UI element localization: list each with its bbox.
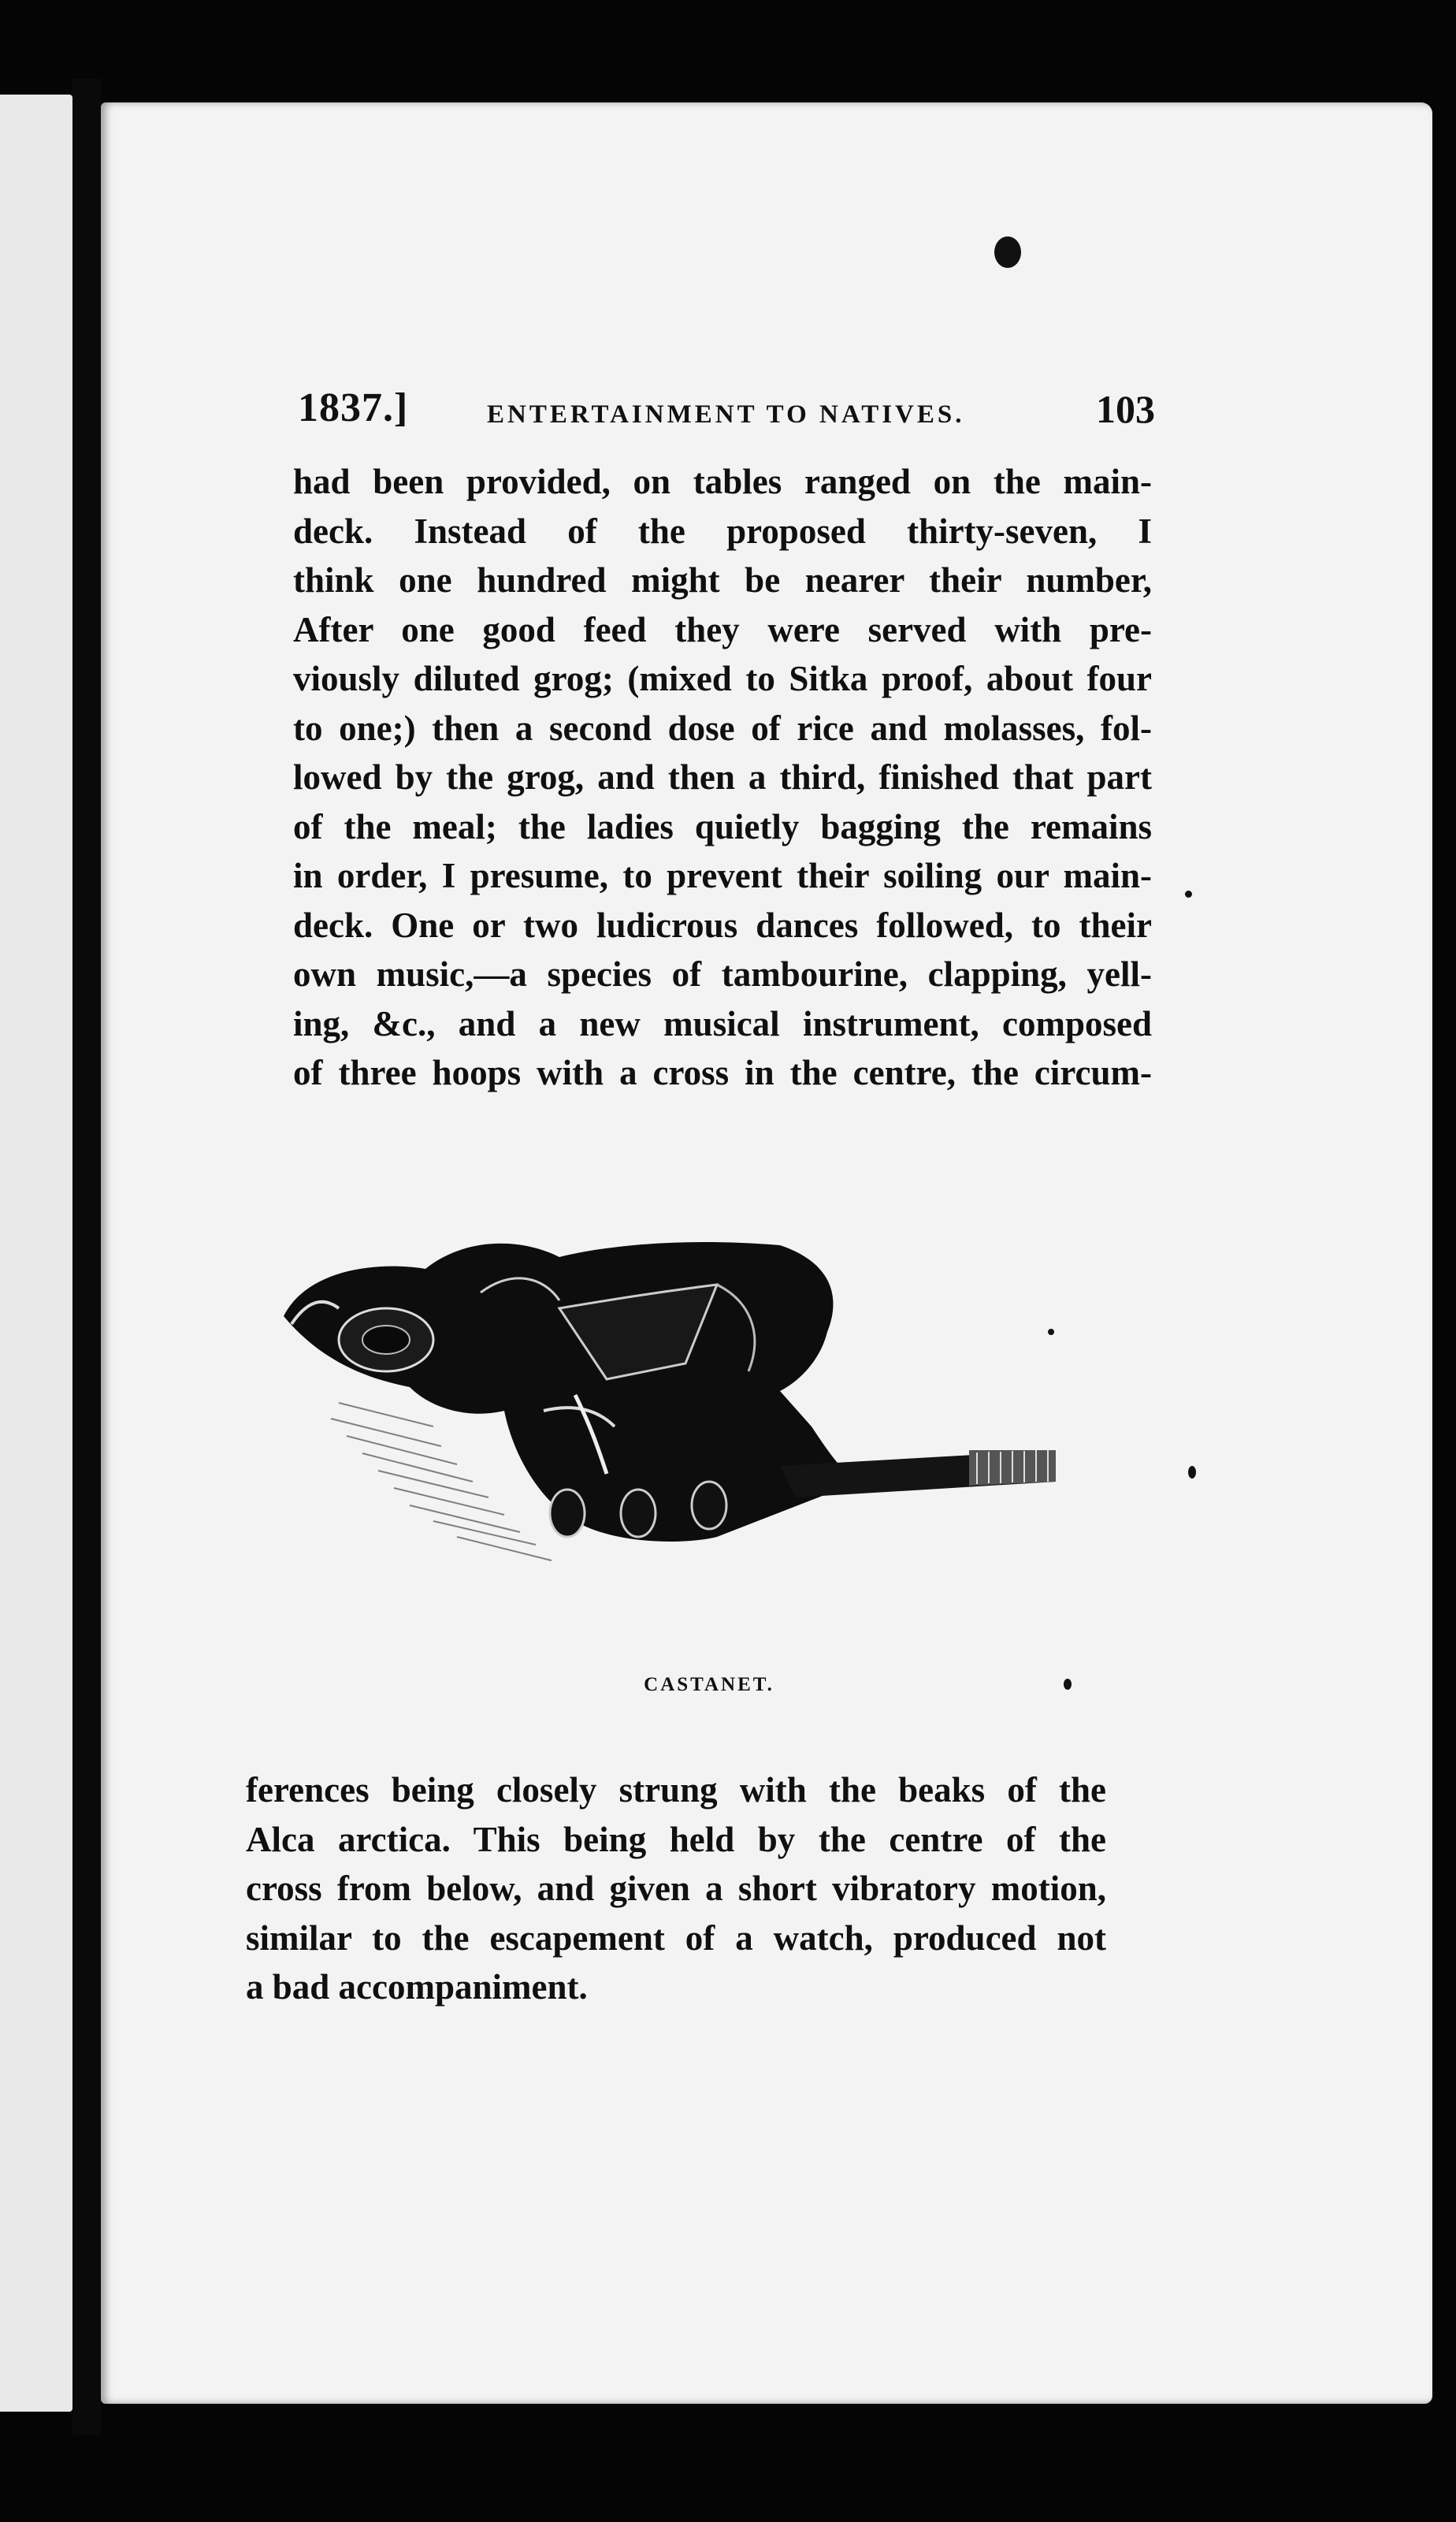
figure-caption: CASTANET.: [644, 1674, 774, 1695]
text-line: to one;) then a second dose of rice and molasses, fol-: [293, 708, 1152, 748]
scan-speck: [1185, 891, 1192, 898]
text-line: of the meal; the ladies quietly bagging the remains: [293, 806, 1152, 846]
scan-speck: [994, 236, 1021, 268]
text-line: a bad accompaniment.: [246, 1967, 588, 2007]
text-line: lowed by the grog, and then a third, finished that part: [293, 757, 1152, 797]
binding-gutter: [72, 79, 101, 2435]
text-line: of three hoops with a cross in the centre, the circum-: [293, 1053, 1152, 1092]
text-line: deck. One or two ludicrous dances followed, to their: [293, 905, 1152, 945]
castanet-figure: [276, 1214, 1111, 1616]
paragraph-bottom: [246, 1765, 1106, 2012]
chapter-title: ENTERTAINMENT TO NATIVES.: [487, 400, 965, 429]
text-line: cross from below, and given a short vibratory motion,: [246, 1869, 1106, 1908]
text-line: own music,—a species of tambourine, clapping, yell-: [293, 954, 1152, 994]
running-head: [298, 377, 1155, 448]
text-line: deck. Instead of the proposed thirty-seven, I: [293, 511, 1152, 551]
text-line: similar to the escapement of a watch, produced not: [246, 1918, 1106, 1958]
text-line: ferences being closely strung with the beaks of the: [246, 1770, 1106, 1810]
facing-page-edge: [0, 95, 72, 2412]
text-line: had been provided, on tables ranged on the main-: [293, 462, 1152, 501]
year-reference: 1837.]: [298, 385, 409, 430]
text-line: think one hundred might be nearer their number,: [293, 560, 1152, 600]
text-line: viously diluted grog; (mixed to Sitka proof, about four: [293, 659, 1152, 698]
page-number: 103: [1096, 387, 1155, 431]
scan-speck: [1188, 1466, 1196, 1479]
paragraph-top: [293, 457, 1152, 1098]
scan-speck: [1064, 1679, 1072, 1690]
castanet-engraving-icon: [276, 1214, 1111, 1616]
text-line: Alca arctica. This being held by the centre of the: [246, 1819, 1106, 1859]
text-line: in order, I presume, to prevent their soiling our main-: [293, 856, 1152, 895]
text-line: After one good feed they were served with pre-: [293, 609, 1152, 649]
text-line: ing, &c., and a new musical instrument, composed: [293, 1003, 1152, 1043]
